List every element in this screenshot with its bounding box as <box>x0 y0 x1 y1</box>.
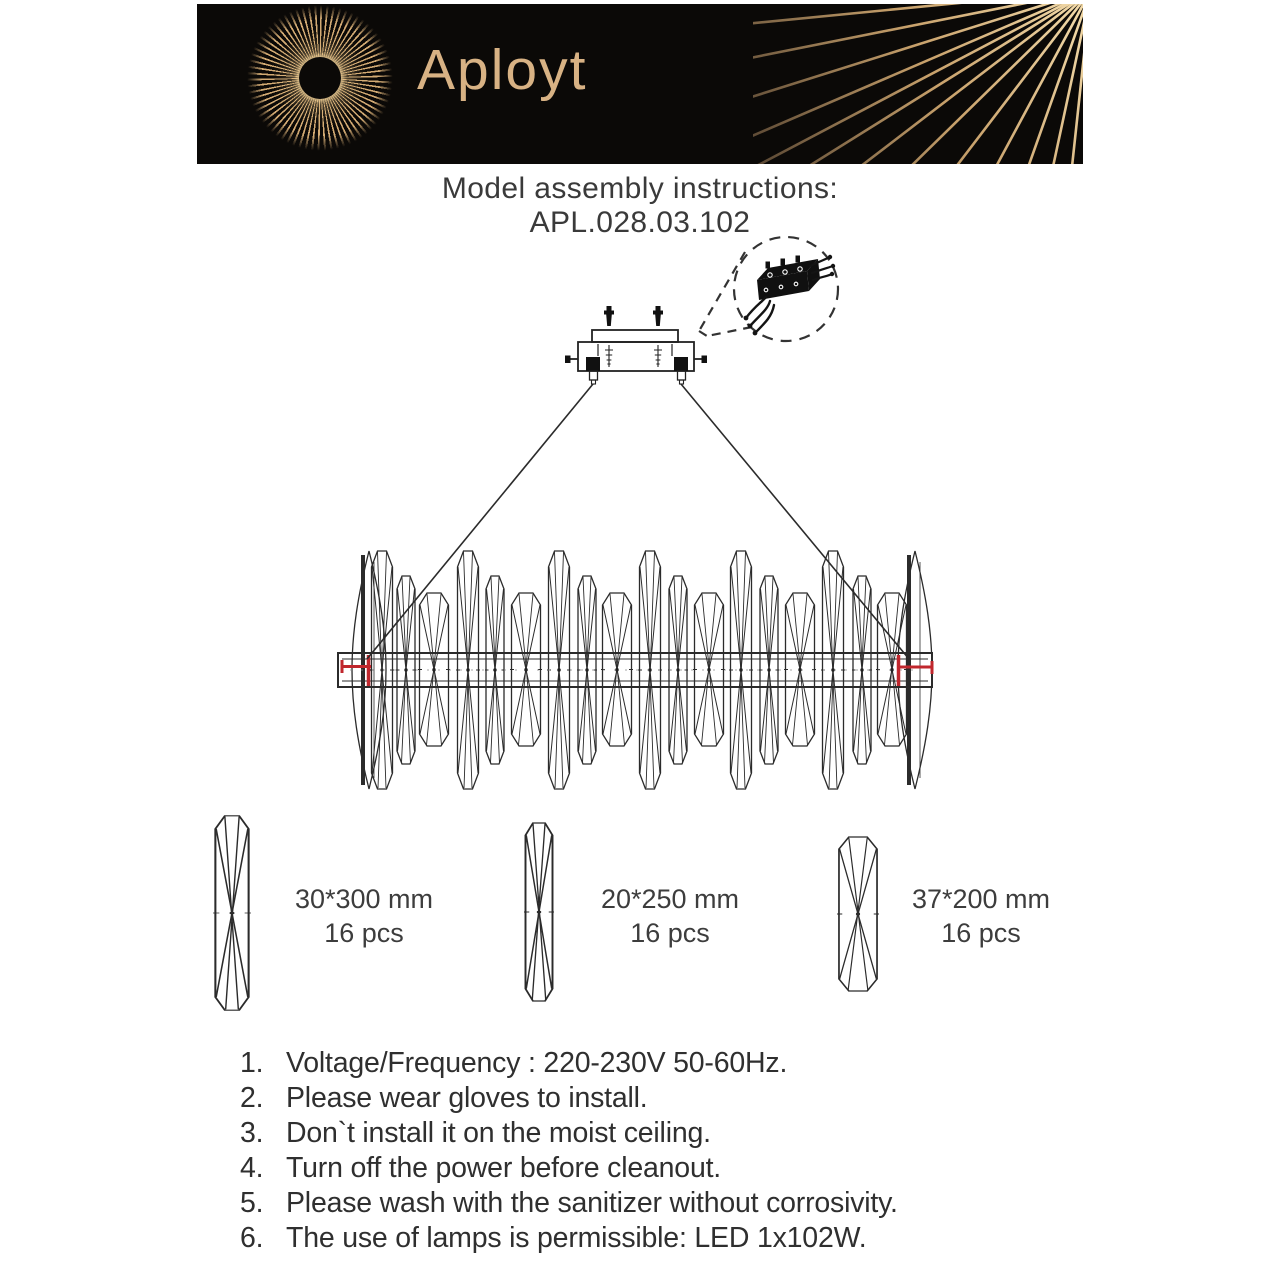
instruction-number: 3. <box>240 1117 264 1149</box>
brand-banner <box>197 4 1083 164</box>
instruction-number: 2. <box>240 1082 264 1114</box>
crystal-sample-30x300 <box>213 815 251 1011</box>
mount-screw-icon <box>604 306 663 326</box>
instruction-item <box>240 1151 1080 1186</box>
terminal-block-with-wires-icon <box>744 255 836 336</box>
instruction-number: 1. <box>240 1047 264 1079</box>
page-title: Model assembly instructions: <box>441 172 839 205</box>
instruction-item <box>240 1116 1080 1151</box>
instruction-item <box>240 1186 1080 1221</box>
instruction-number: 4. <box>240 1152 264 1184</box>
part-label-2 <box>564 882 776 950</box>
instruction-text: Please wear gloves to install. <box>286 1082 648 1114</box>
wiring-callout <box>699 237 838 341</box>
instruction-item <box>240 1081 1080 1116</box>
part-size-label: 37*200 mm <box>911 884 1051 914</box>
part-qty-label: 16 pcs <box>324 918 404 948</box>
part-label-1 <box>258 882 470 950</box>
instruction-text: Turn off the power before cleanout. <box>286 1152 722 1184</box>
instruction-item <box>240 1046 1080 1081</box>
model-number: APL.028.03.102 <box>529 206 751 239</box>
assembly-diagram <box>300 230 1000 800</box>
instruction-text: Please wash with the sanitizer without corrosivity. <box>286 1187 898 1219</box>
ceiling-mount-drawing <box>565 306 707 384</box>
instruction-text: Don`t install it on the moist ceiling. <box>286 1117 711 1149</box>
brand-name: Aployt <box>417 38 588 102</box>
crystal-sample-37x200 <box>837 836 879 992</box>
part-label-3 <box>875 882 1087 950</box>
corner-rays-icon <box>753 4 1083 164</box>
part-qty-label: 16 pcs <box>630 918 710 948</box>
instruction-text: Voltage/Frequency : 220-230V 50-60Hz. <box>286 1047 788 1079</box>
instructions-list <box>240 1046 1080 1256</box>
crystal-sample-20x250 <box>524 822 554 1002</box>
instruction-text: The use of lamps is permissible: LED 1x102W. <box>286 1222 867 1254</box>
part-size-label: 30*300 mm <box>294 884 434 914</box>
part-qty-label: 16 pcs <box>941 918 1021 948</box>
part-size-label: 20*250 mm <box>600 884 740 914</box>
instruction-number: 6. <box>240 1222 264 1254</box>
instruction-number: 5. <box>240 1187 264 1219</box>
instruction-item <box>240 1221 1080 1256</box>
sunburst-core <box>299 57 341 99</box>
